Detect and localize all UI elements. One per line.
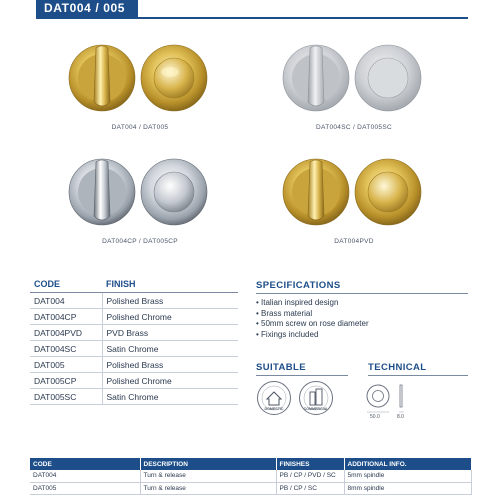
finish-cell: Satin Chrome [102,389,238,405]
finish-cell: Satin Chrome [102,341,238,357]
finishes-column-header: FINISHES [276,458,344,470]
technical-heading: TECHNICAL [368,362,427,373]
table-row [30,373,238,389]
code-cell: DAT004SC [30,341,102,357]
domestic-label: DOMESTIC [264,407,284,411]
finish-cell: Polished Chrome [102,309,238,325]
title-underline [36,17,468,19]
finish-cell: Polished Chrome [102,373,238,389]
code-cell: DAT005 [30,357,102,373]
product-image-polished-chrome [66,156,214,228]
specifications-rule [256,293,468,294]
list-item: • Brass material [256,308,313,318]
table-row [30,341,238,357]
description-cell: Turn & release [140,470,276,482]
product-info-header [30,458,472,470]
commercial-label: COMMERCIAL [303,407,329,411]
table-row [30,389,238,405]
additional-info-cell: 5mm spindle [344,470,472,482]
code-cell: DAT004PVD [30,325,102,341]
code-cell: DAT004 [30,293,102,309]
table-row [30,470,472,482]
list-item: • 50mm screw on rose diameter [256,319,369,328]
list-item: • Fixings included [256,329,319,339]
finish-table-header [30,277,238,293]
specifications-list [256,298,369,340]
code-cell: DAT005SC [30,389,102,405]
commercial-badge [298,380,334,421]
caption-polished-chrome: DAT004CP / DAT005CP [102,238,178,245]
title-tab [36,0,138,17]
dimension-depth: 8.0 [397,414,404,420]
page-title: DAT004 / 005 [44,1,126,15]
caption-pvd-brass: DAT004PVD [334,238,374,245]
caption-brass: DAT004 / DAT005 [111,124,169,131]
product-info-table [30,458,472,495]
technical-drawing [364,380,414,425]
product-image-satin-chrome [280,42,428,114]
finishes-cell: PB / CP / SC [276,482,344,494]
list-item: • Italian inspired design [256,298,339,307]
additional-info-column-header: ADDITIONAL INFO. [344,458,472,470]
suitable-rule [256,375,348,376]
suitable-heading: SUITABLE [256,362,306,373]
code-cell: DAT005 [30,482,140,494]
finish-cell: Polished Brass [102,357,238,373]
additional-info-cell: 8mm spindle [344,482,472,494]
finish-header: FINISH [102,277,238,293]
technical-rule [368,375,468,376]
domestic-badge [256,380,292,421]
finish-cell: Polished Brass [102,293,238,309]
table-row [30,482,472,494]
code-cell: DAT005CP [30,373,102,389]
code-cell: DAT004CP [30,309,102,325]
table-row [30,293,238,309]
table-row [30,325,238,341]
finishes-cell: PB / CP / PVD / SC [276,470,344,482]
code-header: CODE [30,277,102,293]
table-row [30,357,238,373]
finish-table [30,277,238,405]
product-image-brass [66,42,214,114]
specifications-heading: SPECIFICATIONS [256,280,341,291]
caption-satin-chrome: DAT004SC / DAT005SC [316,124,392,131]
code-column-header: CODE [30,458,140,470]
table-row [30,309,238,325]
description-cell: Turn & release [140,482,276,494]
description-column-header: DESCRIPTION [140,458,276,470]
product-image-pvd-brass [280,156,428,228]
dimension-width: 50.0 [370,414,380,420]
finish-cell: PVD Brass [102,325,238,341]
code-cell: DAT004 [30,470,140,482]
